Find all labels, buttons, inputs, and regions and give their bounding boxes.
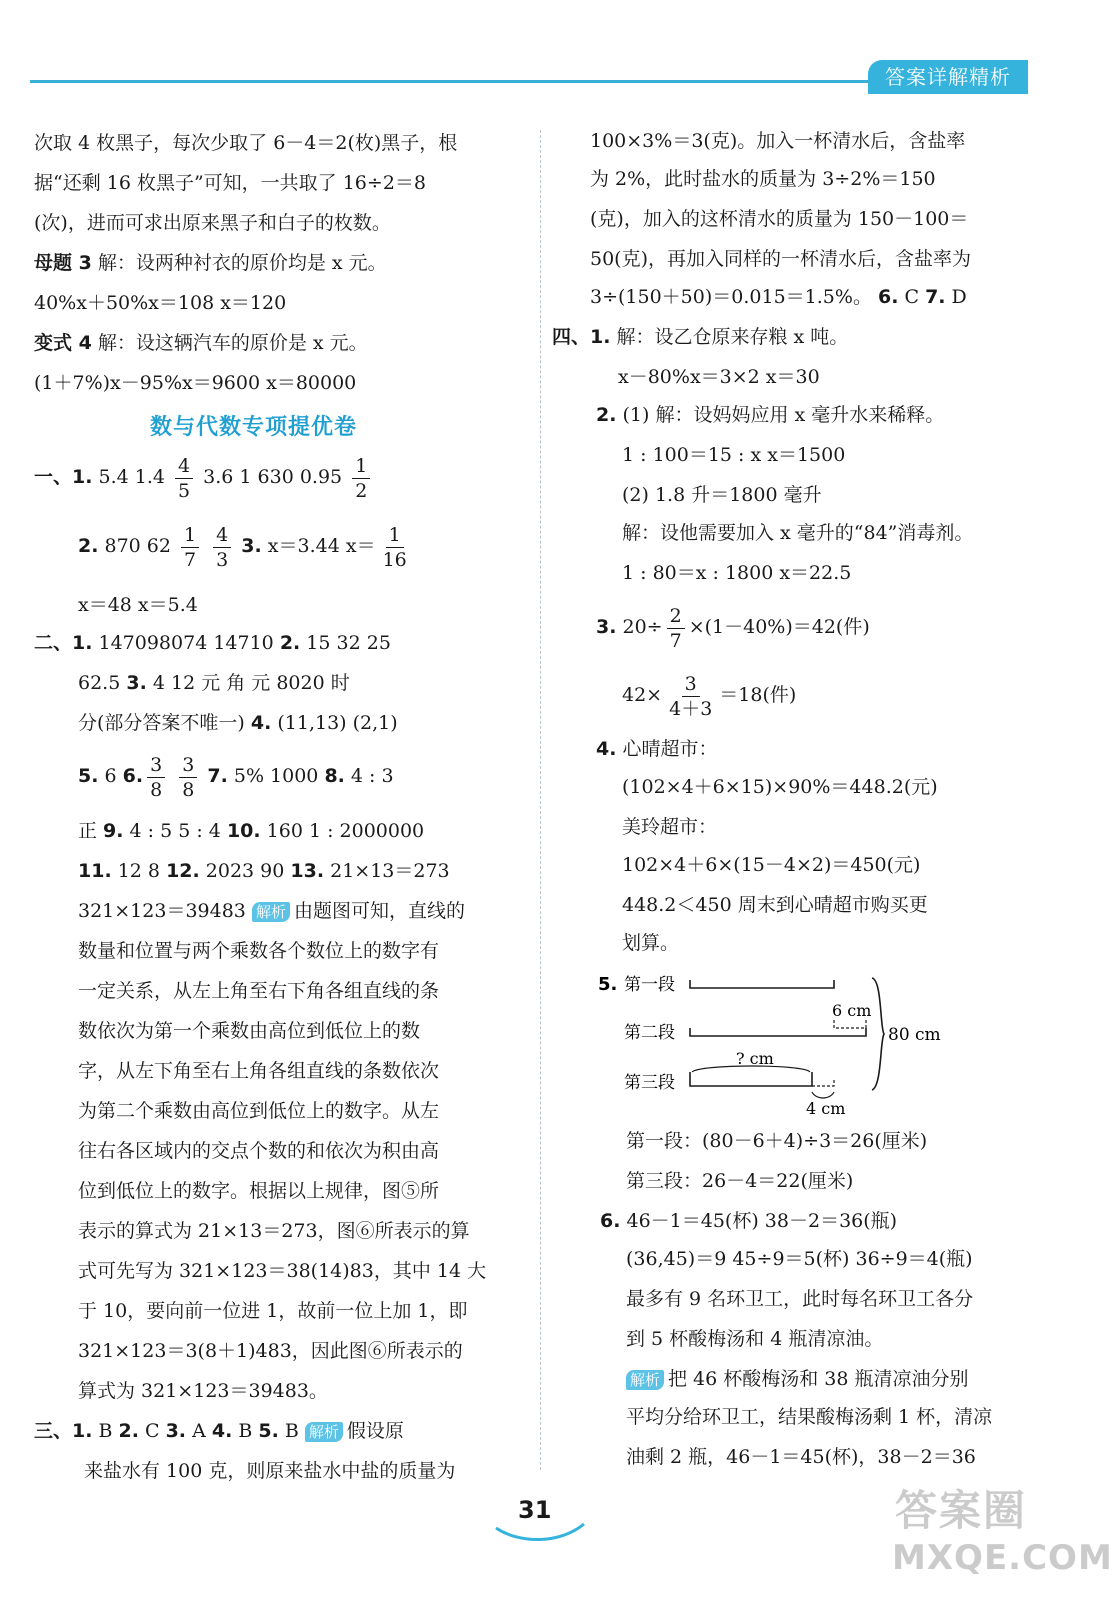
item-number: 3.	[165, 1420, 187, 1442]
segment-diagram	[598, 968, 950, 1118]
text-line	[78, 710, 398, 736]
numerator: 2	[667, 604, 685, 629]
text: ＝18(件)	[719, 684, 797, 706]
text: 由题图可知，直线的	[293, 900, 465, 922]
fraction	[666, 672, 715, 721]
denominator: 5	[178, 479, 191, 502]
item-number: 二、1.	[34, 632, 93, 654]
text: 3.6 1 630 0.95	[197, 466, 349, 488]
text-line	[34, 453, 374, 503]
label-unknown: ? cm	[736, 1049, 774, 1068]
item-number: 5.	[78, 765, 99, 787]
text-line: 来盐水有 100 克，则原来盐水中盐的质量为	[84, 1460, 456, 1482]
numerator: 1	[352, 454, 370, 479]
segment-2-extra	[834, 1020, 866, 1028]
text: 62.5	[78, 672, 127, 694]
text-line: 式可先写为 321×123＝38(14)83，其中 14 大	[78, 1260, 487, 1282]
item-number: 10.	[226, 820, 261, 842]
segment-2-bar	[690, 1028, 866, 1036]
text-line: (102×4＋6×15)×90%＝448.2(元)	[622, 776, 938, 798]
text: 20÷	[616, 616, 663, 638]
text: ×(1－40%)＝42(件)	[688, 616, 870, 638]
gap-brace	[812, 1092, 834, 1098]
text-line: 油剩 2 瓶，46－1＝45(杯)，38－2＝36	[626, 1446, 976, 1468]
item-number: 8.	[324, 765, 345, 787]
text-line: 40%x＋50%x＝108 x＝120	[34, 292, 287, 314]
segment-3-gap	[812, 1078, 834, 1086]
text: 6	[98, 765, 123, 787]
denominator: 7	[184, 548, 197, 571]
text-line: 次取 4 枚黑子，每次少取了 6－4＝2(枚)黑子，根	[34, 132, 458, 154]
numerator: 3	[682, 672, 700, 697]
fraction	[213, 523, 231, 572]
page-number: 31	[518, 1496, 552, 1524]
denominator: 8	[150, 778, 163, 801]
text: (11,13) (2,1)	[271, 712, 398, 734]
item-number: 12.	[166, 860, 200, 882]
text-line: 到 5 杯酸梅汤和 4 瓶清凉油。	[626, 1328, 884, 1350]
item-number: 13.	[290, 860, 325, 882]
fraction	[179, 753, 197, 802]
text: 心晴超市：	[616, 738, 718, 760]
text-line: 位到低位上的数字。根据以上规律，图⑤所	[78, 1180, 440, 1202]
text-line	[78, 858, 450, 884]
text-line: 往右各区域内的交点个数的和依次为积由高	[78, 1140, 440, 1162]
text: 假设原	[346, 1420, 404, 1442]
denominator: 3	[216, 548, 229, 571]
text-line	[78, 818, 424, 844]
segment-3-bar	[690, 1072, 812, 1086]
text: 3÷(150＋50)＝0.015＝1.5%。	[590, 286, 878, 308]
text-line	[552, 324, 848, 350]
section-title: 数与代数专项提优卷	[150, 415, 358, 440]
text-line: (36,45)＝9 45÷9＝5(杯) 36÷9＝4(瓶)	[626, 1248, 973, 1270]
segment-1-bar	[690, 980, 834, 988]
item-number: 4.	[596, 738, 617, 760]
text: B	[92, 1420, 119, 1442]
text-line: 数量和位置与两个乘数各个数位上的数字有	[78, 940, 440, 962]
text-line: 于 10，要向前一位进 1，故前一位上加 1，即	[78, 1300, 468, 1322]
fraction	[181, 523, 199, 572]
text-line: 美玲超市：	[622, 816, 718, 838]
text-line	[34, 1418, 404, 1444]
item-number: 三、1.	[34, 1420, 93, 1442]
numerator: 4	[213, 523, 231, 548]
text: 147098074 14710	[92, 632, 280, 654]
text-line: (次)，进而可求出原来黑子和白子的枚数。	[34, 212, 391, 234]
item-number: 4.	[250, 712, 272, 734]
text-line: 1 : 80＝x : 1800 x＝22.5	[622, 562, 852, 584]
text-line: 第三段：26－4＝22(厘米)	[626, 1170, 854, 1192]
text: 正	[78, 820, 104, 842]
text-line: 平均分给环卫工，结果酸梅汤剩 1 杯，清凉	[626, 1406, 993, 1428]
text-line	[596, 736, 718, 762]
label-segment-3: 第三段	[624, 1073, 675, 1093]
text-line: 解：设他需要加入 x 毫升的“84”消毒剂。	[622, 522, 974, 544]
text: 21×13＝273	[324, 860, 450, 882]
text-line: 321×123＝3(8＋1)483，因此图⑥所表示的	[78, 1340, 463, 1362]
text-line	[626, 1366, 969, 1392]
text-line: 100×3%＝3(克)。加入一杯清水后，含盐率	[590, 130, 966, 152]
label-6cm: 6 cm	[832, 1001, 872, 1020]
text: 解：设乙仓原来存粮 x 吨。	[610, 326, 849, 348]
item-number: 6.	[600, 1210, 621, 1232]
text-line: (1＋7%)x－95%x＝9600 x＝80000	[34, 372, 357, 394]
numerator: 3	[179, 753, 197, 778]
item-number: 7.	[207, 765, 228, 787]
text-line	[596, 602, 870, 653]
text: 160 1 : 2000000	[260, 820, 425, 842]
text: 2023 90	[199, 860, 291, 882]
fraction	[380, 523, 410, 572]
analysis-tag: 解析	[252, 902, 290, 922]
text: 4 12 元 角 元 8020 时	[146, 672, 350, 694]
text: 把 46 杯酸梅汤和 38 瓶清凉油分别	[668, 1368, 969, 1390]
label-segment-2: 第二段	[624, 1023, 675, 1043]
total-brace	[872, 978, 884, 1090]
header-rule	[30, 80, 870, 83]
label-80cm: 80 cm	[888, 1025, 941, 1045]
column-divider	[540, 130, 541, 1470]
denominator: 16	[382, 548, 407, 571]
question-label: 母题 3	[34, 252, 92, 274]
text-line	[590, 284, 967, 310]
text-line: 为 2%，此时盐水的质量为 3÷2%＝150	[590, 168, 936, 190]
item-number: 11.	[78, 860, 112, 882]
text-line: 448.2＜450 周末到心晴超市购买更	[622, 894, 928, 916]
text-line: 最多有 9 名环卫工，此时每名环卫工各分	[626, 1288, 974, 1310]
diagram-item-number: 5.	[598, 974, 618, 995]
text: 321×123＝39483	[78, 900, 252, 922]
text-line: 第一段：(80－6＋4)÷3＝26(厘米)	[626, 1130, 928, 1152]
text: C	[898, 286, 926, 308]
text-line: 划算。	[622, 932, 680, 954]
item-number: 四、1.	[552, 326, 611, 348]
text: 15 32 25	[300, 632, 391, 654]
denominator: 2	[355, 479, 368, 502]
text-line	[622, 670, 796, 721]
fraction	[175, 454, 193, 503]
text: A	[186, 1420, 212, 1442]
text-line: 表示的算式为 21×13＝273，图⑥所表示的算	[78, 1220, 470, 1242]
numerator: 1	[181, 523, 199, 548]
text-line: 据“还剩 16 枚黑子”可知，一共取了 16÷2＝8	[34, 172, 426, 194]
fraction	[352, 454, 370, 503]
item-number: 2.	[279, 632, 301, 654]
label-4cm: 4 cm	[806, 1099, 846, 1118]
text-line	[78, 522, 414, 572]
text-line	[78, 898, 465, 924]
question-label: 变式 4	[34, 332, 92, 354]
item-number: 6.	[122, 765, 144, 787]
text-line	[78, 670, 350, 696]
text: x＝3.44 x＝	[261, 535, 376, 557]
fraction	[667, 604, 685, 653]
text: C	[138, 1420, 166, 1442]
text-line: 1 : 100＝15 : x x＝1500	[622, 444, 846, 466]
numerator: 1	[386, 523, 404, 548]
text: 解：设这辆汽车的原价是 x 元。	[91, 332, 368, 354]
text: D	[945, 286, 967, 308]
item-number: 9.	[103, 820, 124, 842]
item-number: 3.	[596, 616, 617, 638]
text: 42×	[622, 684, 663, 706]
text-line: 数依次为第一个乘数由高位到低位上的数	[78, 1020, 421, 1042]
analysis-tag: 解析	[305, 1422, 343, 1442]
item-number: 5.	[258, 1420, 279, 1442]
item-number: 2.	[118, 1420, 139, 1442]
header-badge: 答案详解精析	[868, 60, 1028, 94]
text-line	[600, 1208, 897, 1234]
text: 分(部分答案不唯一)	[78, 712, 251, 734]
item-number: 4.	[211, 1420, 233, 1442]
watermark-logo: 答案圈	[895, 1486, 1028, 1535]
text-line: 102×4＋6×(15－4×2)＝450(元)	[622, 854, 921, 876]
denominator: 7	[669, 629, 682, 652]
text-line	[596, 402, 944, 428]
text: B	[278, 1420, 305, 1442]
item-number: 3.	[241, 535, 262, 557]
item-number: 7.	[925, 286, 946, 308]
text-line: x－80%x＝3×2 x＝30	[618, 366, 820, 388]
item-number: 2.	[78, 535, 99, 557]
fraction	[147, 753, 165, 802]
text-line	[78, 752, 394, 802]
denominator: 4＋3	[669, 697, 713, 720]
text: 4 : 3	[344, 765, 394, 787]
text-line: 为第二个乘数由高位到低位上的数字。从左	[78, 1100, 440, 1122]
item-number: 2.	[596, 404, 617, 426]
text-line: 算式为 321×123＝39483。	[78, 1380, 328, 1402]
denominator: 8	[182, 778, 195, 801]
text-line	[34, 630, 391, 656]
text-line	[34, 330, 368, 356]
analysis-tag: 解析	[626, 1370, 664, 1390]
text-line: 一定关系，从左上角至右下角各组直线的条	[78, 980, 440, 1002]
text-line	[34, 250, 387, 276]
text: 5% 1000	[227, 765, 325, 787]
item-number: 6.	[877, 286, 899, 308]
text: 870 62	[98, 535, 178, 557]
label-segment-1: 第一段	[624, 975, 675, 995]
text-line: 字，从左下角至右上角各组直线的条数依次	[78, 1060, 440, 1082]
text: 46－1＝45(杯) 38－2＝36(瓶)	[620, 1210, 898, 1232]
text: 4 : 5 5 : 4	[123, 820, 227, 842]
text-line: (克)，加入的这杯清水的质量为 150－100＝	[590, 208, 969, 230]
text-line: x＝48 x＝5.4	[78, 594, 198, 616]
text: 解：设两种衬衣的原价均是 x 元。	[91, 252, 387, 274]
item-number: 一、1.	[34, 466, 93, 488]
text: (1) 解：设妈妈应用 x 毫升水来稀释。	[616, 404, 945, 426]
numerator: 3	[147, 753, 165, 778]
text-line: (2) 1.8 升＝1800 毫升	[622, 484, 822, 506]
item-number: 3.	[126, 672, 147, 694]
text: 12 8	[111, 860, 167, 882]
watermark-url: MXQE.COM	[892, 1538, 1113, 1578]
numerator: 4	[175, 454, 193, 479]
text-line: 50(克)，再加入同样的一杯清水后，含盐率为	[590, 248, 972, 270]
text: B	[232, 1420, 259, 1442]
text: 5.4 1.4	[92, 466, 172, 488]
